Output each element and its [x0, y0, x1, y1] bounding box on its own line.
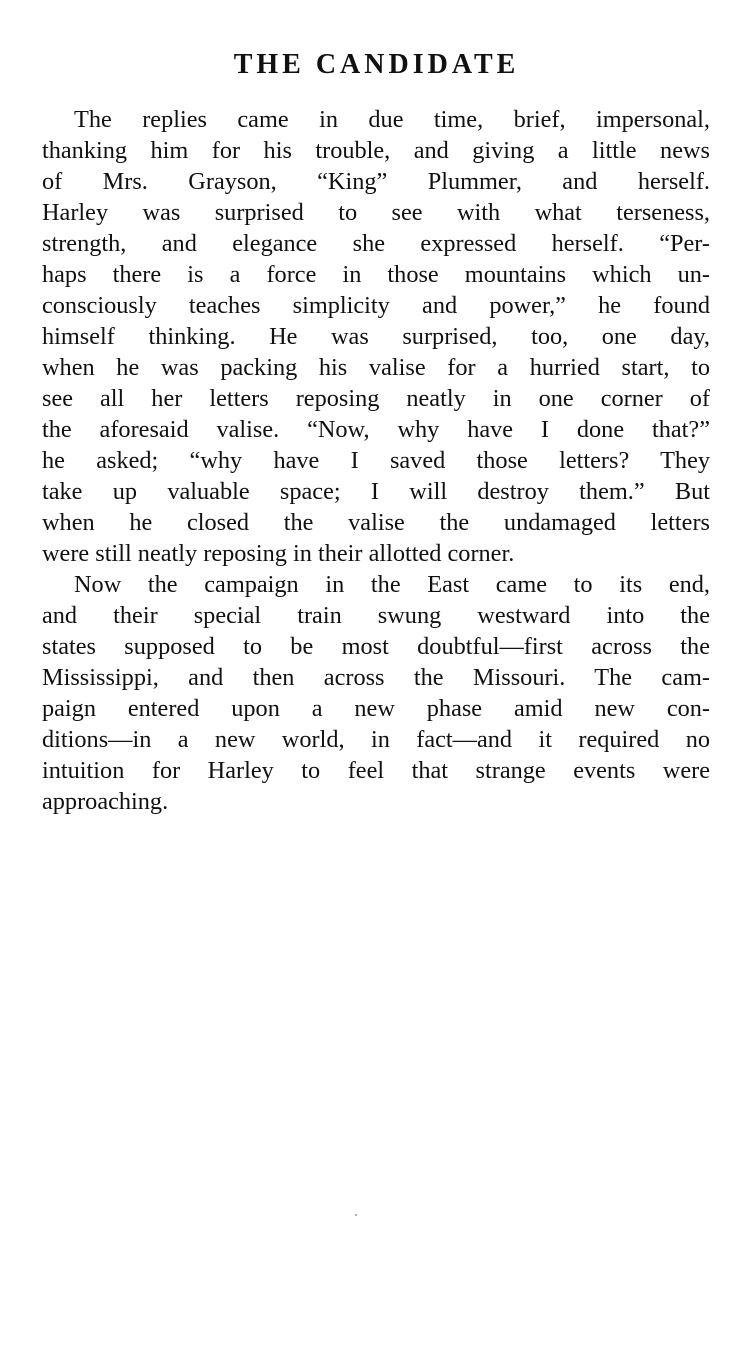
text-line: the aforesaid valise. “Now, why have I done that?”: [42, 416, 710, 443]
paragraph-2: [42, 569, 710, 817]
text-line: when he closed the valise the undamaged letters: [42, 509, 710, 536]
text-line: haps there is a force in those mountains which un-: [42, 261, 710, 288]
body-text: [42, 104, 710, 817]
text-line: states supposed to be most doubtful—first across the: [42, 633, 710, 660]
text-line: take up valuable space; I will destroy them.” But: [42, 478, 710, 505]
text-line: of Mrs. Grayson, “King” Plummer, and herself.: [42, 168, 710, 195]
text-line: The replies came in due time, brief, impersonal,: [74, 106, 710, 133]
text-line: himself thinking. He was surprised, too, one day,: [42, 323, 710, 350]
print-speck: [355, 1214, 357, 1216]
text-line: Harley was surprised to see with what terseness,: [42, 199, 710, 226]
text-line: were still neatly reposing in their allotted corner.: [42, 540, 515, 567]
text-line: consciously teaches simplicity and power,” he found: [42, 292, 710, 319]
text-line: and their special train swung westward into the: [42, 602, 710, 629]
text-line: ditions—in a new world, in fact—and it required no: [42, 726, 710, 753]
text-line: approaching.: [42, 788, 169, 815]
running-title: THE CANDIDATE: [233, 49, 520, 80]
text-line: he asked; “why have I saved those letters? They: [42, 447, 710, 474]
text-line: thanking him for his trouble, and giving a little news: [42, 137, 710, 164]
text-line: see all her letters reposing neatly in one corner of: [42, 385, 710, 412]
text-line: strength, and elegance she expressed herself. “Per-: [42, 230, 710, 257]
text-line: Mississippi, and then across the Missouri. The cam-: [42, 664, 710, 691]
paragraph-1: [42, 104, 710, 569]
text-line: when he was packing his valise for a hurried start, to: [42, 354, 710, 381]
text-line: paign entered upon a new phase amid new con-: [42, 695, 710, 722]
text-line: Now the campaign in the East came to its end,: [74, 571, 710, 598]
text-line: intuition for Harley to feel that strange events were: [42, 757, 710, 784]
